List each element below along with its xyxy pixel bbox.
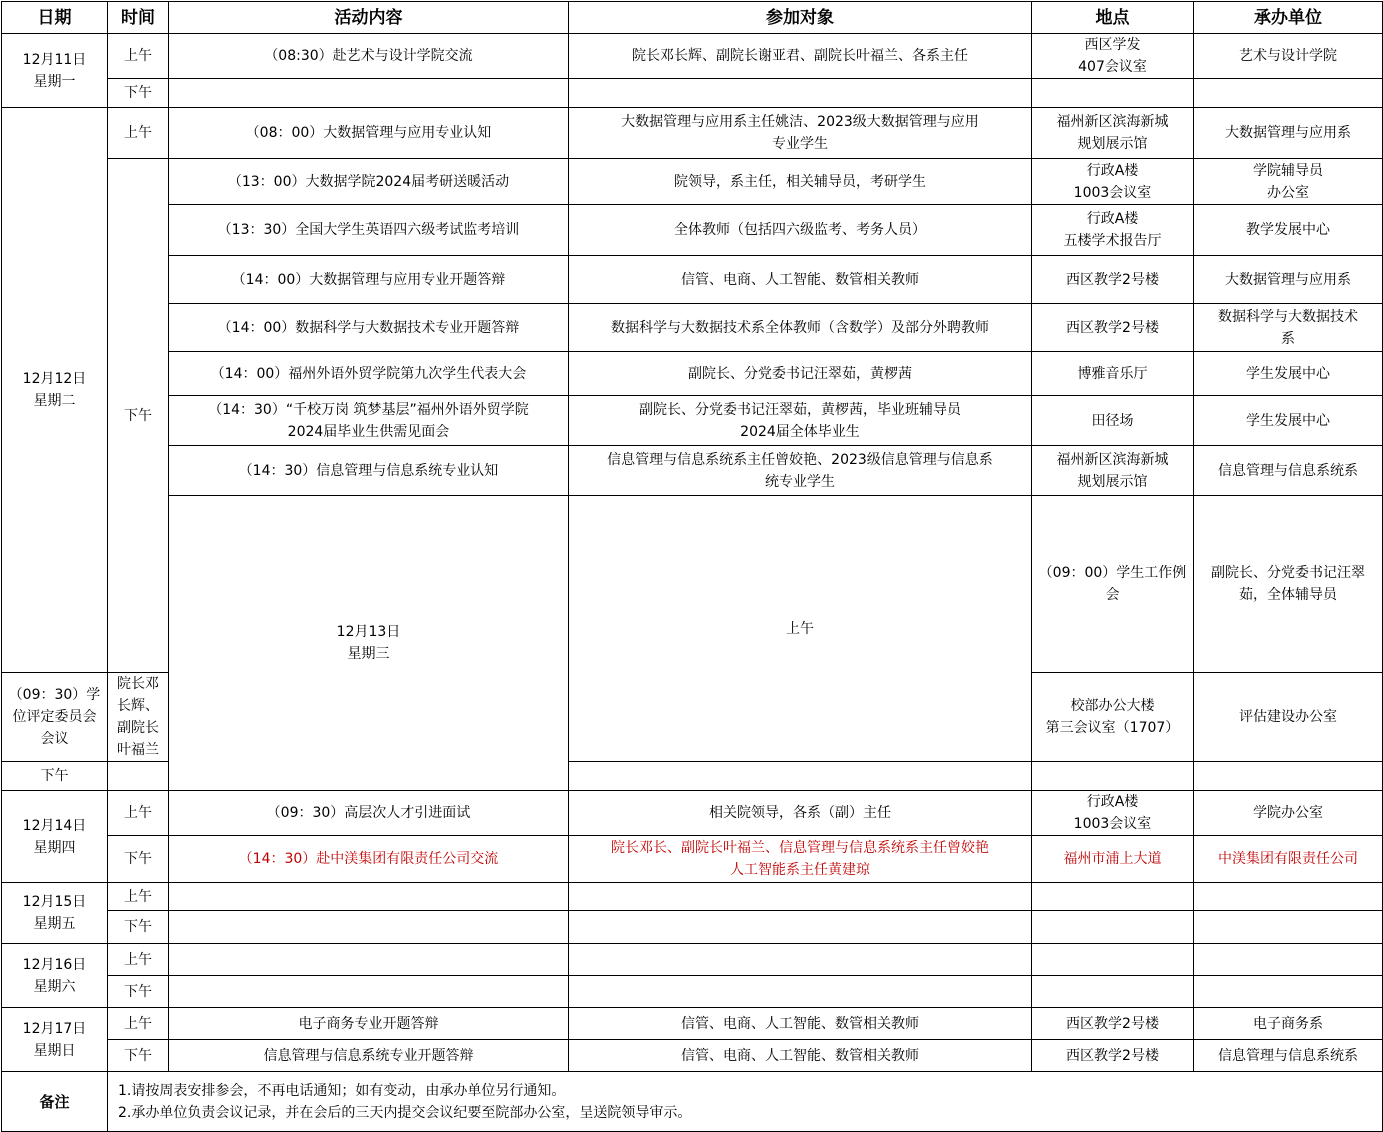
date-cell xyxy=(2,944,108,1008)
content-cell xyxy=(169,911,569,944)
participants-line: 大数据管理与应用系主任姚洁、2023级大数据管理与应用 xyxy=(621,114,979,130)
content-line: （14：30）“千校万岗 筑梦基层”福州外语外贸学院 xyxy=(208,401,529,418)
participants-cell: 数据科学与大数据技术系全体教师（含数学）及部分外聘教师 xyxy=(569,304,1032,352)
content-cell xyxy=(169,396,569,446)
participants-cell: 信管、电商、人工智能、数管相关教师 xyxy=(569,256,1032,304)
period-cell: 下午 xyxy=(108,976,169,1008)
table-row xyxy=(2,1008,1383,1040)
table-row xyxy=(2,34,1383,79)
date-cell xyxy=(2,883,108,944)
table-row xyxy=(2,883,1383,911)
location-cell: 福州市浦上大道 xyxy=(1032,836,1194,883)
participants-line: 院长邓长、副院长叶福兰、信息管理与信息系统系主任曾姣艳 xyxy=(611,840,989,856)
date-text: 12月16日 xyxy=(22,956,87,973)
location-cell: 西区教学2号楼 xyxy=(1032,1008,1194,1040)
host-cell: 教学发展中心 xyxy=(1194,205,1383,256)
host-cell: 学生发展中心 xyxy=(1194,396,1383,446)
period-cell: 上午 xyxy=(108,791,169,836)
participants-cell: 副院长、分党委书记汪翠茹，全体辅导员 xyxy=(1194,496,1383,673)
date-text: 12月11日 xyxy=(22,51,87,68)
host-cell xyxy=(1194,883,1383,911)
participants-cell xyxy=(569,79,1032,108)
location-cell xyxy=(1032,34,1194,79)
host-cell: 信息管理与信息系统系 xyxy=(1194,446,1383,496)
period-cell: 下午 xyxy=(108,159,169,673)
host-line: 办公室 xyxy=(1267,184,1309,201)
period-cell: 上午 xyxy=(108,108,169,159)
host-cell: 电子商务系 xyxy=(1194,1008,1383,1040)
participants-line: 副院长、分党委书记汪翠茹，黄椤茜，毕业班辅导员 xyxy=(639,401,961,418)
participants-cell: 全体教师（包括四六级监考、考务人员） xyxy=(569,205,1032,256)
host-cell: 学院办公室 xyxy=(1194,791,1383,836)
table-row xyxy=(2,496,1383,673)
host-cell xyxy=(1194,911,1383,944)
date-cell xyxy=(2,1008,108,1072)
header-participants: 参加对象 xyxy=(569,2,1032,34)
header-row xyxy=(2,2,1383,34)
weekday-text: 星期四 xyxy=(33,839,76,856)
table-row xyxy=(2,352,1383,396)
content-cell: （09：00）学生工作例会 xyxy=(1032,496,1194,673)
weekday-text: 星期一 xyxy=(33,73,76,90)
table-row xyxy=(2,911,1383,944)
location-line: 西区学发 xyxy=(1084,37,1141,53)
date-text: 12月13日 xyxy=(336,624,401,640)
host-cell xyxy=(1194,79,1383,108)
weekday-text: 星期六 xyxy=(33,978,76,995)
date-text: 12月14日 xyxy=(22,817,87,834)
participants-cell: 信管、电商、人工智能、数管相关教师 xyxy=(569,1008,1032,1040)
period-cell: 下午 xyxy=(108,79,169,108)
participants-cell: 院长邓长辉、副院长谢亚君、副院长叶福兰、各系主任 xyxy=(569,34,1032,79)
location-line: 校部办公大楼 xyxy=(1070,698,1155,714)
location-cell xyxy=(1032,911,1194,944)
table-row xyxy=(2,976,1383,1008)
table-row xyxy=(2,256,1383,304)
location-line: 1003会议室 xyxy=(1073,184,1152,201)
host-cell: 大数据管理与应用系 xyxy=(1194,256,1383,304)
location-cell: 西区教学2号楼 xyxy=(1032,304,1194,352)
period-cell: 下午 xyxy=(108,836,169,883)
content-line: 2024届毕业生供需见面会 xyxy=(287,423,450,440)
participants-cell xyxy=(569,396,1032,446)
header-host: 承办单位 xyxy=(1194,2,1383,34)
header-date: 日期 xyxy=(2,2,108,34)
date-cell xyxy=(2,34,108,108)
table-row xyxy=(2,1040,1383,1072)
location-line: 行政A楼 xyxy=(1086,211,1139,227)
content-cell: （14：00）大数据管理与应用专业开题答辩 xyxy=(169,256,569,304)
table-row xyxy=(2,791,1383,836)
period-cell: 下午 xyxy=(2,762,108,791)
location-line: 407会议室 xyxy=(1078,59,1147,75)
participants-cell xyxy=(569,836,1032,883)
weekday-text: 星期三 xyxy=(347,646,390,662)
period-cell: 下午 xyxy=(108,1040,169,1072)
date-cell xyxy=(2,108,108,673)
participants-cell xyxy=(569,976,1032,1008)
date-cell xyxy=(169,496,569,791)
location-line: 规划展示馆 xyxy=(1077,136,1148,152)
table-row xyxy=(2,944,1383,976)
location-line: 规划展示馆 xyxy=(1077,473,1148,490)
content-cell xyxy=(108,762,169,791)
location-cell: 田径场 xyxy=(1032,396,1194,446)
table-row xyxy=(2,396,1383,446)
weekday-text: 星期五 xyxy=(33,916,76,932)
host-cell: 中渼集团有限责任公司 xyxy=(1194,836,1383,883)
header-location: 地点 xyxy=(1032,2,1194,34)
date-cell xyxy=(2,791,108,883)
location-cell xyxy=(1032,205,1194,256)
content-cell: （08：00）大数据管理与应用专业认知 xyxy=(169,108,569,159)
weekday-text: 星期日 xyxy=(33,1042,76,1059)
content-cell: （14：30）信息管理与信息系统专业认知 xyxy=(169,446,569,496)
weekly-schedule-table xyxy=(1,1,1383,1132)
table-row xyxy=(2,108,1383,159)
content-cell: 电子商务专业开题答辩 xyxy=(169,1008,569,1040)
note-line: 1.请按周表安排参会，不再电话通知；如有变动，由承办单位另行通知。 xyxy=(118,1082,566,1099)
location-cell xyxy=(1032,673,1194,762)
date-text: 12月15日 xyxy=(22,894,87,910)
location-cell xyxy=(1032,446,1194,496)
period-cell: 上午 xyxy=(108,1008,169,1040)
location-line: 行政A楼 xyxy=(1086,794,1139,810)
notes-label: 备注 xyxy=(2,1072,108,1132)
location-cell xyxy=(1032,944,1194,976)
participants-line: 专业学生 xyxy=(772,136,828,152)
location-cell xyxy=(1032,883,1194,911)
host-cell xyxy=(1194,762,1383,791)
content-cell: （14：00）福州外语外贸学院第九次学生代表大会 xyxy=(169,352,569,396)
content-cell: （14：00）数据科学与大数据技术专业开题答辩 xyxy=(169,304,569,352)
participants-line: 2024届全体毕业生 xyxy=(740,423,860,440)
host-cell xyxy=(1194,976,1383,1008)
location-cell xyxy=(1032,108,1194,159)
content-cell: 信息管理与信息系统专业开题答辩 xyxy=(169,1040,569,1072)
participants-cell: 相关院领导，各系（副）主任 xyxy=(569,791,1032,836)
participants-cell: 院长邓长辉、副院长叶福兰 xyxy=(108,673,169,762)
location-cell: 西区教学2号楼 xyxy=(1032,256,1194,304)
location-cell: 博雅音乐厅 xyxy=(1032,352,1194,396)
host-cell xyxy=(1194,944,1383,976)
period-cell: 下午 xyxy=(108,911,169,944)
host-cell: 学生发展中心 xyxy=(1194,352,1383,396)
table-row xyxy=(2,446,1383,496)
participants-cell: 副院长、分党委书记汪翠茹，黄椤茜 xyxy=(569,352,1032,396)
notes-row xyxy=(2,1072,1383,1132)
location-line: 1003会议室 xyxy=(1073,816,1152,832)
participants-line: 人工智能系主任黄建琼 xyxy=(730,862,870,878)
content-cell: （09：30）学位评定委员会会议 xyxy=(2,673,108,762)
header-time: 时间 xyxy=(108,2,169,34)
host-cell xyxy=(1194,159,1383,205)
participants-cell xyxy=(569,108,1032,159)
location-line: 第三会议室（1707） xyxy=(1045,720,1180,736)
content-cell: （14：30）赴中渼集团有限责任公司交流 xyxy=(169,836,569,883)
table-row xyxy=(2,304,1383,352)
table-row xyxy=(2,205,1383,256)
location-cell: 西区教学2号楼 xyxy=(1032,1040,1194,1072)
date-text: 12月17日 xyxy=(22,1020,87,1037)
participants-cell: 信管、电商、人工智能、数管相关教师 xyxy=(569,1040,1032,1072)
location-cell xyxy=(1032,762,1194,791)
header-content: 活动内容 xyxy=(169,2,569,34)
location-cell xyxy=(1032,976,1194,1008)
table-row xyxy=(2,79,1383,108)
date-text: 12月12日 xyxy=(22,371,87,387)
table-row xyxy=(2,836,1383,883)
period-cell: 上午 xyxy=(569,496,1032,762)
content-cell xyxy=(169,976,569,1008)
host-line: 学院辅导员 xyxy=(1253,162,1323,179)
content-cell: （09：30）高层次人才引进面试 xyxy=(169,791,569,836)
participants-cell xyxy=(569,944,1032,976)
content-cell: （13：30）全国大学生英语四六级考试监考培训 xyxy=(169,205,569,256)
participants-cell xyxy=(569,446,1032,496)
location-cell xyxy=(1032,159,1194,205)
note-line: 2.承办单位负责会议记录，并在会后的三天内提交会议纪要至院部办公室，呈送院领导审示。 xyxy=(118,1104,692,1121)
period-cell: 上午 xyxy=(108,883,169,911)
location-line: 福州新区滨海新城 xyxy=(1056,451,1169,468)
content-cell xyxy=(169,79,569,108)
host-line: 系 xyxy=(1281,330,1295,347)
participants-cell xyxy=(569,883,1032,911)
host-cell: 艺术与设计学院 xyxy=(1194,34,1383,79)
content-cell: （08:30）赴艺术与设计学院交流 xyxy=(169,34,569,79)
host-line: 数据科学与大数据技术 xyxy=(1218,308,1358,325)
notes-text xyxy=(108,1072,1383,1132)
participants-cell xyxy=(569,911,1032,944)
content-cell xyxy=(169,944,569,976)
location-cell xyxy=(1032,791,1194,836)
participants-line: 统专业学生 xyxy=(765,473,835,490)
table-row xyxy=(2,159,1383,205)
participants-cell: 院领导，系主任，相关辅导员，考研学生 xyxy=(569,159,1032,205)
host-cell: 信息管理与信息系统系 xyxy=(1194,1040,1383,1072)
host-cell: 大数据管理与应用系 xyxy=(1194,108,1383,159)
participants-line: 信息管理与信息系统系主任曾姣艳、2023级信息管理与信息系 xyxy=(607,451,993,468)
host-cell: 评估建设办公室 xyxy=(1194,673,1383,762)
location-line: 福州新区滨海新城 xyxy=(1056,114,1169,130)
location-line: 五楼学术报告厅 xyxy=(1063,233,1162,249)
location-line: 行政A楼 xyxy=(1086,162,1139,179)
location-cell xyxy=(1032,79,1194,108)
weekday-text: 星期二 xyxy=(33,393,76,409)
content-cell: （13：00）大数据学院2024届考研送暖活动 xyxy=(169,159,569,205)
host-cell xyxy=(1194,304,1383,352)
period-cell: 上午 xyxy=(108,34,169,79)
participants-cell xyxy=(569,762,1032,791)
content-cell xyxy=(169,883,569,911)
period-cell: 上午 xyxy=(108,944,169,976)
